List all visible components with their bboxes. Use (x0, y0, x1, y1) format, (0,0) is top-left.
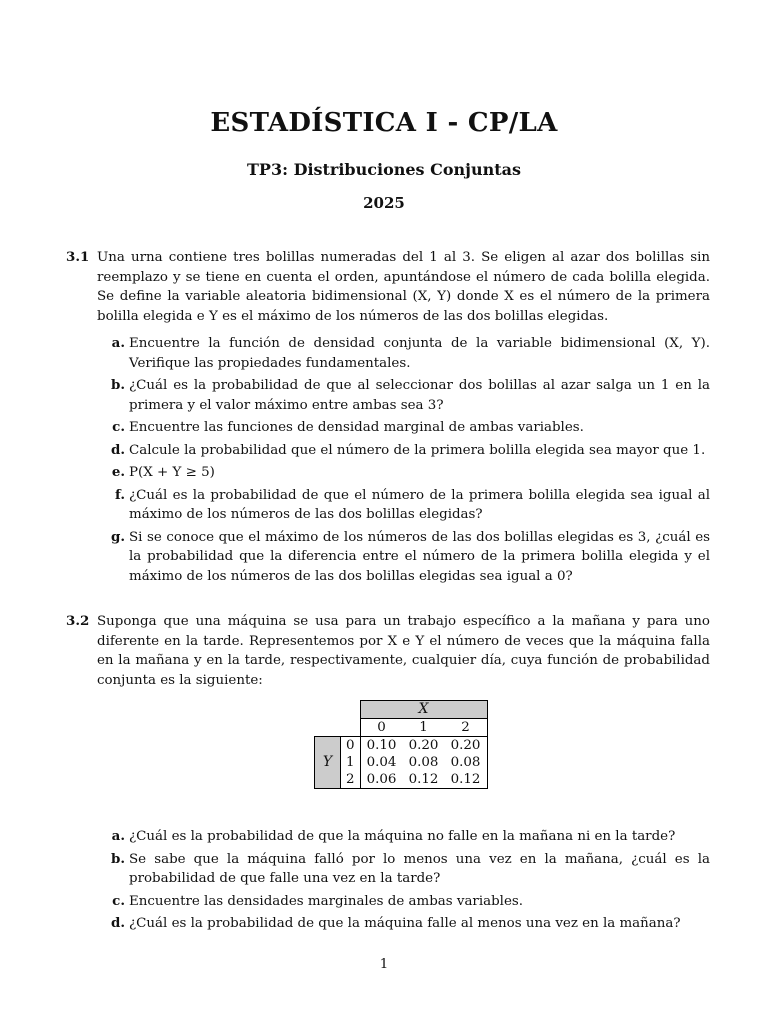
item-text: Encuentre las densidades marginales de ambas variables. (129, 893, 524, 909)
item-text: Calcule la probabilidad que el número de la primera bolilla elegida sea mayor que 1. (129, 442, 706, 458)
item-text: ¿Cuál es la probabilidad de que la máquina falle al menos una vez en la mañana? (129, 916, 681, 931)
table-row-var: Y (315, 737, 341, 789)
item-label: d. (110, 915, 125, 931)
table-cell: 0.08 (408, 755, 439, 770)
page-number: 1 (379, 957, 389, 972)
list-item (102, 528, 710, 587)
joint-probability-table (314, 700, 488, 789)
problem-3-1-items (102, 334, 710, 589)
item-label: a. (111, 335, 125, 351)
problem-statement: Una urna contiene tres bolillas numeradas del 1 al 3. Se eligen al azar dos bolillas sin reemplazo y se tiene en cuenta el orden, apuntándose el número de cada bolilla elegida. Se define la variable aleatoria bidimensional (X, Y) donde X es el número de la primera bolilla elegida e Y es el máximo de los números de las dos bolillas elegidas. (97, 250, 710, 324)
list-item (102, 827, 710, 847)
item-text: Si se conoce que el máximo de los números de las dos bolillas elegidas es 3, ¿cuál es la probabilidad que la diferencia entre el número de la primera bolilla elegida y el máximo de los números de las dos bolillas elegidas sea igual a 0? (129, 529, 710, 584)
item-text: ¿Cuál es la probabilidad de que al seleccionar dos bolillas al azar salga un 1 en la primera y el valor máximo entre ambas sea 3? (129, 378, 710, 413)
problem-number: 3.2 (66, 613, 90, 629)
table-cell: 0.04 (366, 755, 397, 770)
problem-3-2-items (102, 827, 710, 937)
table-cell: 0.10 (366, 738, 397, 753)
item-text: Encuentre la función de densidad conjunta de la variable bidimensional (X, Y). Verifique las propiedades fundamentales. (129, 336, 710, 371)
table-col-header: 1 (403, 719, 445, 737)
table-row (315, 754, 488, 771)
problem-statement: Suponga que una máquina se usa para un trabajo específico a la mañana y para uno diferente en la tarde. Representemos por X e Y el número de veces que la máquina falla en la mañana y en la tarde, respectivamente, cualquier día, cuya función de probabilidad conjunta es la siguiente: (97, 614, 710, 688)
list-item (102, 334, 710, 373)
table-row-header: 0 (341, 737, 361, 755)
problem-3-1 (66, 248, 710, 326)
item-text: Se sabe que la máquina falló por lo menos una vez en la mañana, ¿cuál es la probabilidad de que falle una vez en la tarde? (129, 851, 710, 886)
table-cell: 0.20 (445, 737, 488, 755)
list-item (102, 463, 710, 483)
table-row-header: 1 (341, 754, 361, 771)
table-row-header: 2 (341, 771, 361, 789)
table-col-header: 0 (360, 719, 403, 737)
list-item (102, 376, 710, 415)
item-text: ¿Cuál es la probabilidad de que la máquina no falle en la mañana ni en la tarde? (129, 829, 676, 844)
page-subtitle: TP3: Distribuciones Conjuntas (247, 160, 521, 179)
page-year: 2025 (363, 194, 405, 212)
problem-number: 3.1 (66, 249, 90, 265)
list-item (102, 418, 710, 438)
table-row (315, 737, 488, 755)
table-col-header: 2 (445, 719, 488, 737)
item-text: ¿Cuál es la probabilidad de que el número de la primera bolilla elegida sea igual al máximo de los números de las dos bolillas elegidas? (129, 487, 710, 522)
item-label: c. (112, 892, 125, 909)
list-item (102, 892, 710, 912)
item-label: b. (110, 377, 125, 393)
item-text: Encuentre las funciones de densidad marginal de ambas variables. (129, 420, 584, 435)
table-cell: 0.12 (403, 771, 445, 789)
page-title: ESTADÍSTICA I - CP/LA (210, 108, 558, 138)
list-item (102, 914, 710, 934)
list-item (102, 486, 710, 525)
list-item (102, 441, 710, 461)
list-item (102, 850, 710, 889)
item-label: e. (111, 464, 125, 480)
item-label: g. (110, 528, 125, 545)
item-label: c. (112, 419, 125, 435)
item-label: d. (110, 441, 125, 458)
table-row (315, 771, 488, 789)
problem-3-2 (66, 612, 710, 690)
table-cell: 0.20 (408, 738, 439, 753)
table-col-var: X (360, 701, 487, 719)
item-label: f. (115, 486, 125, 503)
table-cell: 0.12 (445, 771, 488, 789)
table-cell: 0.06 (360, 771, 403, 789)
item-label: b. (110, 850, 125, 867)
table-cell: 0.08 (445, 754, 488, 771)
item-label: a. (111, 828, 125, 844)
item-text: P(X + Y ≥ 5) (129, 465, 215, 480)
